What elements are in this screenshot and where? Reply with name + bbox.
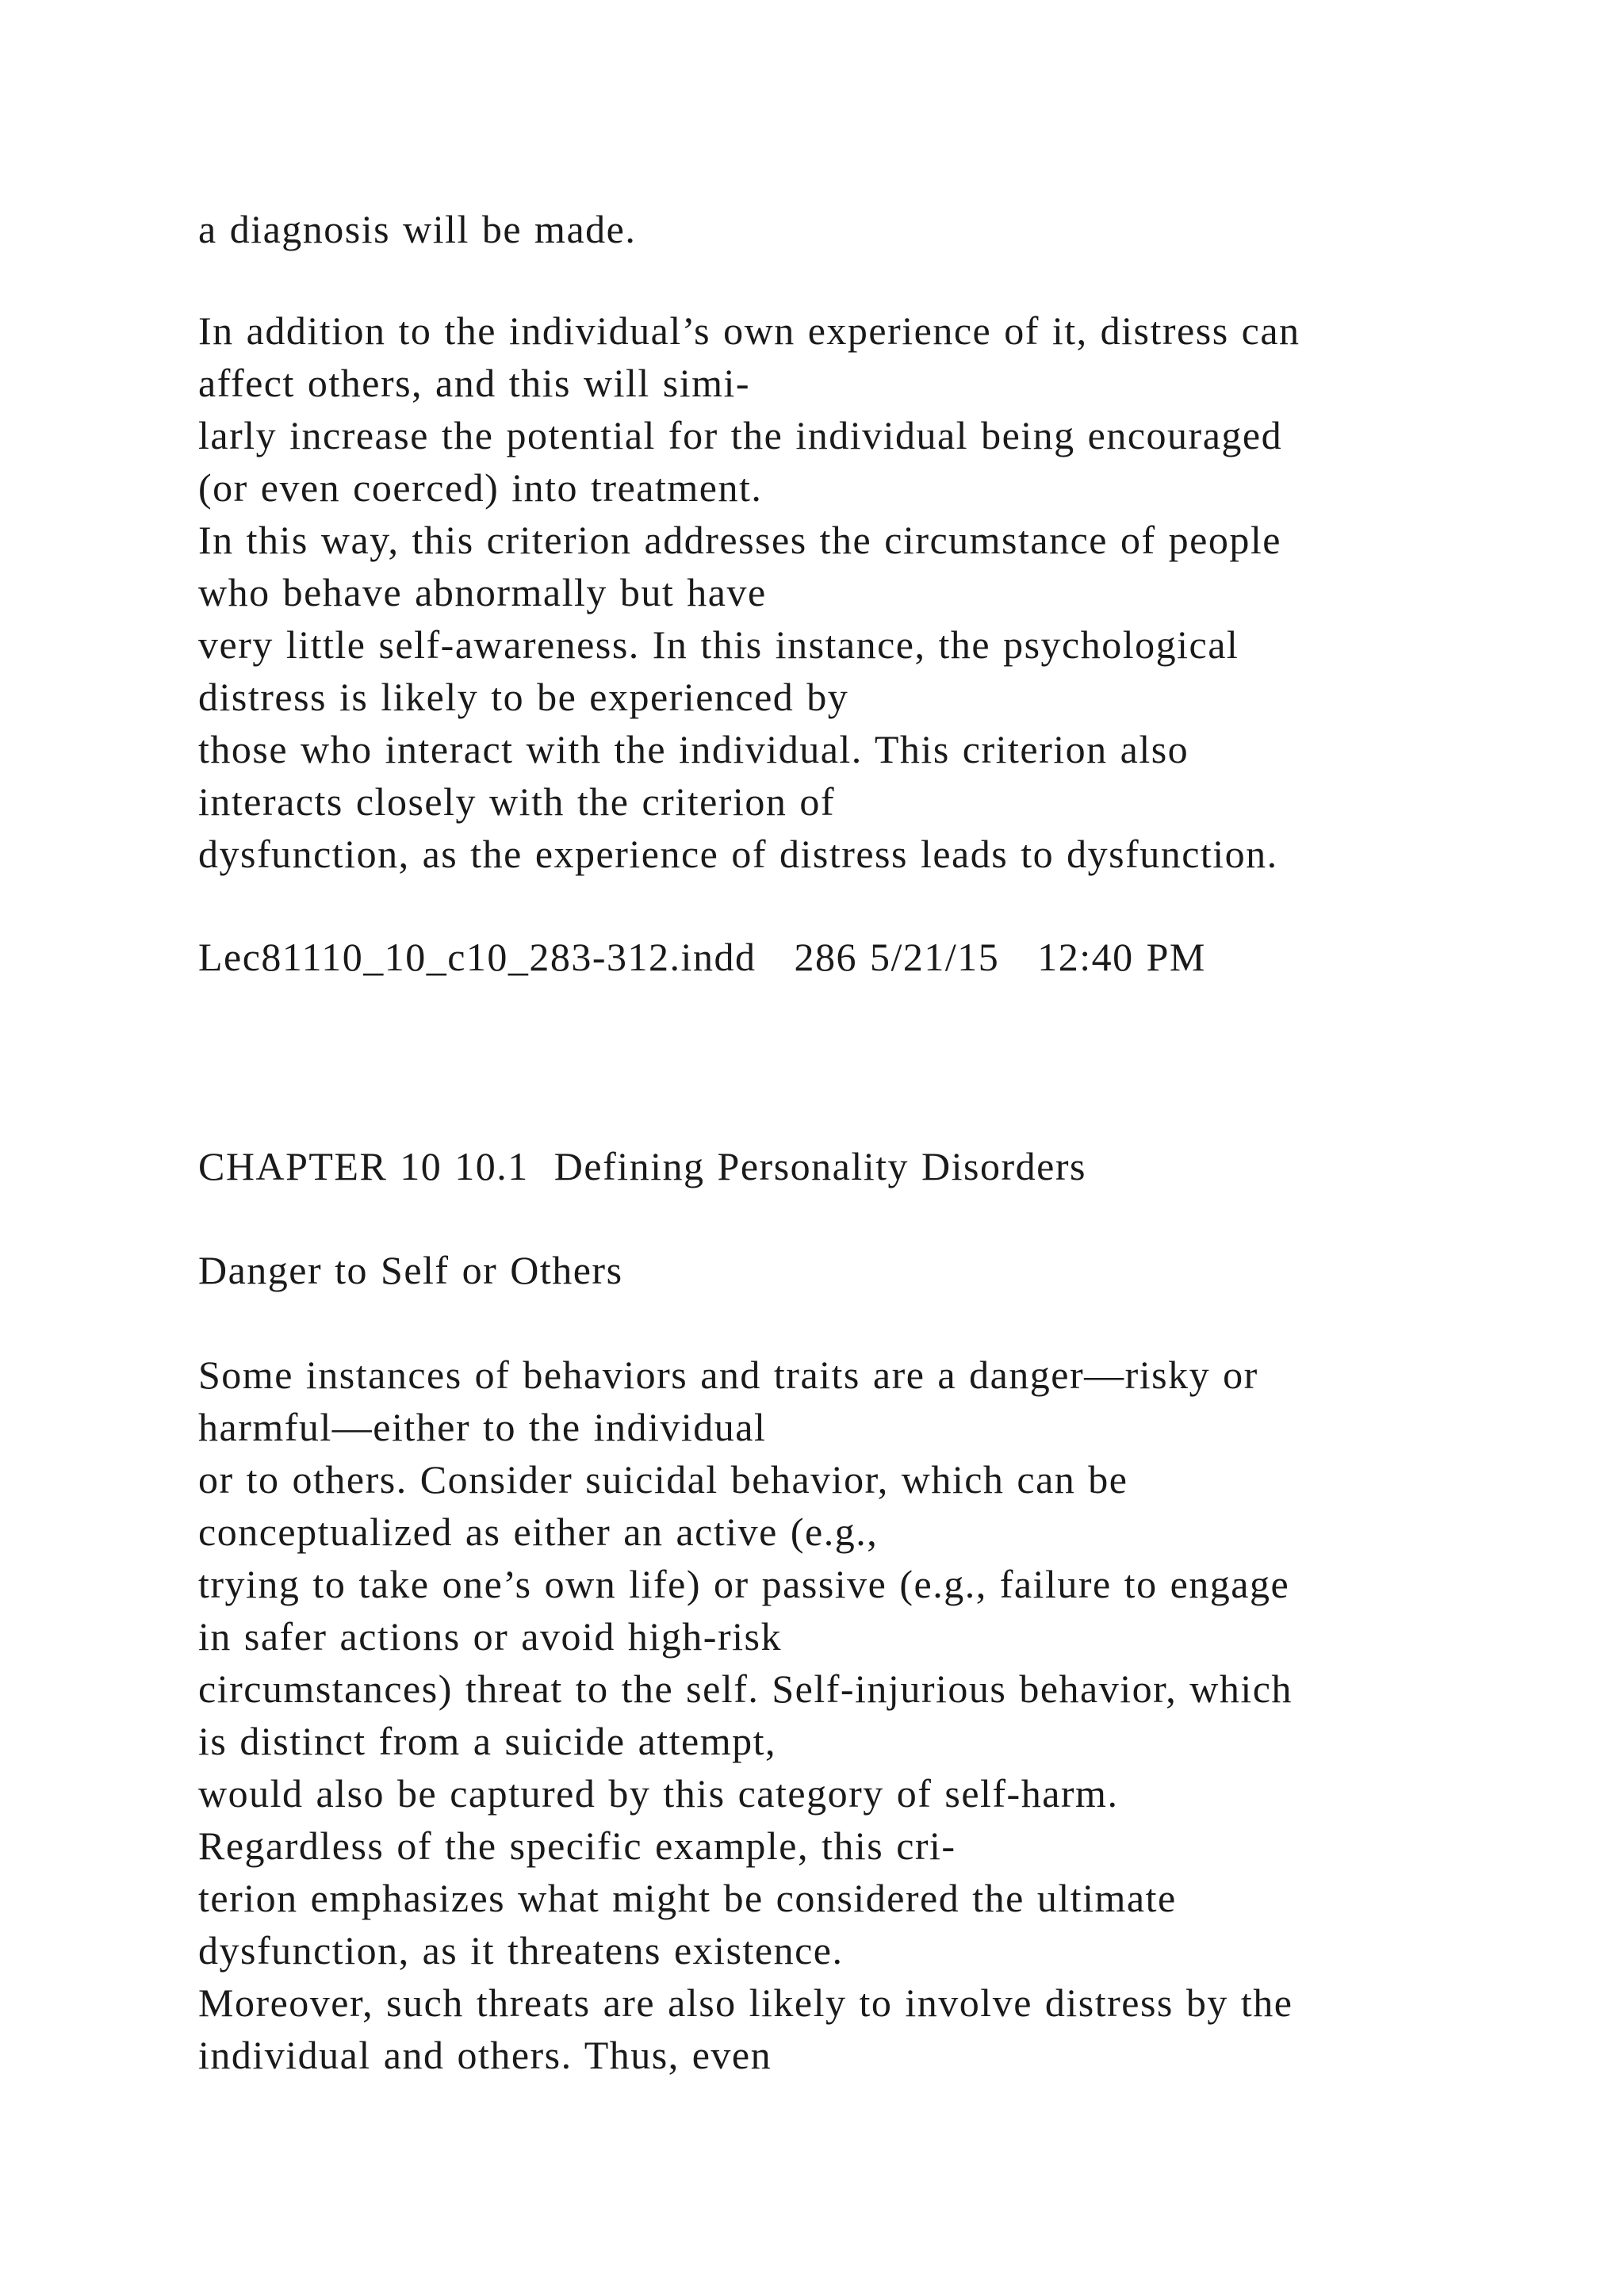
- text-line: distress is likely to be experienced by: [198, 675, 849, 719]
- text-line: those who interact with the individual. This criterion also: [198, 727, 1189, 771]
- text-line: (or even coerced) into treatment.: [198, 465, 763, 510]
- text-line: Moreover, such threats are also likely to involve distress by the: [198, 1980, 1293, 2025]
- section-heading: Danger to Self or Others: [198, 1248, 623, 1292]
- text-line: who behave abnormally but have: [198, 570, 767, 614]
- text-line: interacts closely with the criterion of: [198, 779, 835, 824]
- text-line: Regardless of the specific example, this cri-: [198, 1823, 956, 1868]
- text-line: conceptualized as either an active (e.g.,: [198, 1510, 879, 1554]
- text-line: Some instances of behaviors and traits are a danger—risky or: [198, 1353, 1258, 1397]
- text-line: in safer actions or avoid high-risk: [198, 1614, 782, 1659]
- text-line: affect others, and this will simi-: [198, 361, 751, 405]
- text-line: is distinct from a suicide attempt,: [198, 1719, 777, 1763]
- text-line: trying to take one’s own life) or passive (e.g., failure to engage: [198, 1562, 1290, 1606]
- text-line: would also be captured by this category of self-harm.: [198, 1771, 1119, 1816]
- text-line: circumstances) threat to the self. Self-injurious behavior, which: [198, 1667, 1293, 1711]
- text-line: individual and others. Thus, even: [198, 2033, 772, 2077]
- text-line: or to others. Consider suicidal behavior, which can be: [198, 1457, 1128, 1502]
- text-line: dysfunction, as the experience of distress leads to dysfunction.: [198, 832, 1278, 876]
- text-line: larly increase the potential for the individual being encouraged: [198, 413, 1283, 457]
- text-line: In this way, this criterion addresses the circumstance of people: [198, 518, 1281, 562]
- text-line: harmful—either to the individual: [198, 1405, 767, 1449]
- text-line: very little self-awareness. In this instance, the psychological: [198, 622, 1239, 667]
- file-footer-line: Lec81110_10_c10_283-312.indd 286 5/21/15 12:40 PM: [198, 935, 1206, 979]
- text-line: In addition to the individual’s own experience of it, distress can: [198, 308, 1300, 353]
- text-line: a diagnosis will be made.: [198, 207, 637, 251]
- text-line: terion emphasizes what might be considered the ultimate: [198, 1876, 1177, 1920]
- chapter-header: CHAPTER 10 10.1 Defining Personality Disorders: [198, 1144, 1086, 1188]
- text-line: dysfunction, as it threatens existence.: [198, 1928, 844, 1973]
